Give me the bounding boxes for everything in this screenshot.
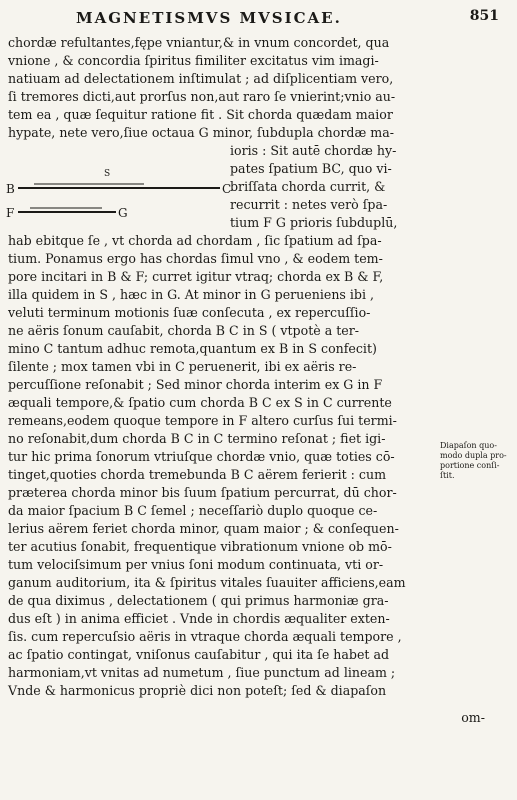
diagram-label-s: S bbox=[104, 169, 111, 179]
text-line: æquali tempore,& ſpatio cum chorda B C ex S in C currente bbox=[8, 395, 392, 410]
text-line: ſis. cum repercuſsio aëris in vtraque chorda æquali tempore , bbox=[8, 629, 402, 644]
diagram-label-b: B bbox=[6, 182, 15, 196]
text-line: pore incitari in B & F; curret igitur vtraq; chorda ex B & F, bbox=[8, 269, 384, 284]
text-line: ac ſpatio contingat, vniſonus cauſabitur , qui ita ſe habet ad bbox=[8, 647, 390, 662]
text-line: harmoniam,vt vnitas ad numetum , ſiue punctum ad lineam ; bbox=[8, 665, 396, 680]
text-line: tur hic prima ſonorum vtriuſque chordæ vnio, quæ toties cō- bbox=[8, 449, 395, 464]
text-line: dus eſt ) in anima efficiet . Vnde in chordis æqualiter exten- bbox=[8, 611, 390, 626]
text-line: recurrit : netes verò ſpa- bbox=[230, 197, 388, 212]
text-line: ioris : Sit autē chordæ hy- bbox=[230, 143, 397, 158]
diagram-label-g: G bbox=[118, 206, 128, 220]
text-line: veluti terminum motionis ſuæ conſecuta , ex repercuſſio- bbox=[8, 305, 371, 320]
text-line: hab ebitque ſe , vt chorda ad chordam , ſic ſpatium ad ſpa- bbox=[8, 233, 382, 248]
string-diagram bbox=[4, 162, 232, 234]
text-line: illa quidem in S , hæc in G. At minor in G perueniens ibi , bbox=[8, 287, 375, 302]
text-line: chordæ refultantes,fępe vniantur,& in vnum concordet, qua bbox=[8, 35, 390, 50]
text-line: pates ſpatium BC, quo vi- bbox=[230, 161, 392, 176]
text-line: no reſonabit,dum chorda B C in C termino reſonat ; fiet igi- bbox=[8, 431, 386, 446]
text-line: ne aëris ſonum cauſabit, chorda B C in S ( vtpotè a ter- bbox=[8, 323, 360, 338]
text-line: briſſata chorda currit, & bbox=[230, 179, 386, 194]
diagram-label-c: C bbox=[222, 182, 232, 196]
text-line: ter acutius ſonabit, frequentique vibrationum vnione ob mō- bbox=[8, 539, 392, 554]
text-line: hypate, nete vero,ſiue octaua G minor, ſubdupla chordæ ma- bbox=[8, 125, 395, 140]
text-line: percuſſione reſonabit ; Sed minor chorda interim ex G in F bbox=[8, 377, 383, 392]
text-line: vnione , & concordia ſpiritus fimiliter excitatus vim imagi- bbox=[8, 53, 379, 68]
string-diagram-svg bbox=[4, 162, 232, 234]
text-line: tinget,quoties chorda tremebunda B C aërem ferierit : cum bbox=[8, 467, 387, 482]
text-line: tem ea , quæ ſequitur ratione fit . Sit chorda quædam maior bbox=[8, 107, 393, 122]
text-line: remeans,eodem quoque tempore in F altero curſus ſui termi- bbox=[8, 413, 397, 428]
text-line: da maior ſpacium B C ſemel ; neceſſariò duplo quoque ce- bbox=[8, 503, 378, 518]
text-line: ganum auditorium, ita & ſpiritus vitales ſuauiter afficiens,eam bbox=[8, 575, 406, 590]
margin-note: Diapaſon quo-modo dupla pro-portione conſi-ſtit. bbox=[440, 441, 507, 480]
text-line: natiuam ad delectationem inſtimulat ; ad diſplicentiam vero, bbox=[8, 71, 394, 86]
text-line: tium. Ponamus ergo has chordas ſimul vno , & eodem tem- bbox=[8, 251, 383, 266]
running-head: MAGNETISMVS MVSICAE. bbox=[76, 9, 342, 27]
diagram-label-f: F bbox=[6, 206, 15, 220]
text-line: mino C tantum adhuc remota,quantum ex B in S confecit) bbox=[8, 341, 377, 356]
text-line: tum velociſsimum per vnius ſoni modum continuata, vti or- bbox=[8, 557, 384, 572]
text-line: præterea chorda minor bis ſuum ſpatium percurrat, dū chor- bbox=[8, 485, 397, 500]
text-line: Vnde & harmonicus propriè dici non poteſt; ſed & diapaſon bbox=[8, 683, 387, 698]
text-line: de qua diximus , delectationem ( qui primus harmoniæ gra- bbox=[8, 593, 389, 608]
text-line: lerius aërem feriet chorda minor, quam maior ; & conſequen- bbox=[8, 521, 399, 536]
text-line: tium F G prioris ſubduplū, bbox=[230, 215, 398, 230]
catchword: om- bbox=[461, 710, 485, 725]
text-line: ſilente ; mox tamen vbi in C peruenerit, ibi ex aëris re- bbox=[8, 359, 357, 374]
text-line: ſi tremores dicti,aut prorſus non,aut raro ſe vnierint;vnio au- bbox=[8, 89, 396, 104]
page-number: 851 bbox=[469, 8, 499, 24]
page-header bbox=[0, 6, 517, 32]
